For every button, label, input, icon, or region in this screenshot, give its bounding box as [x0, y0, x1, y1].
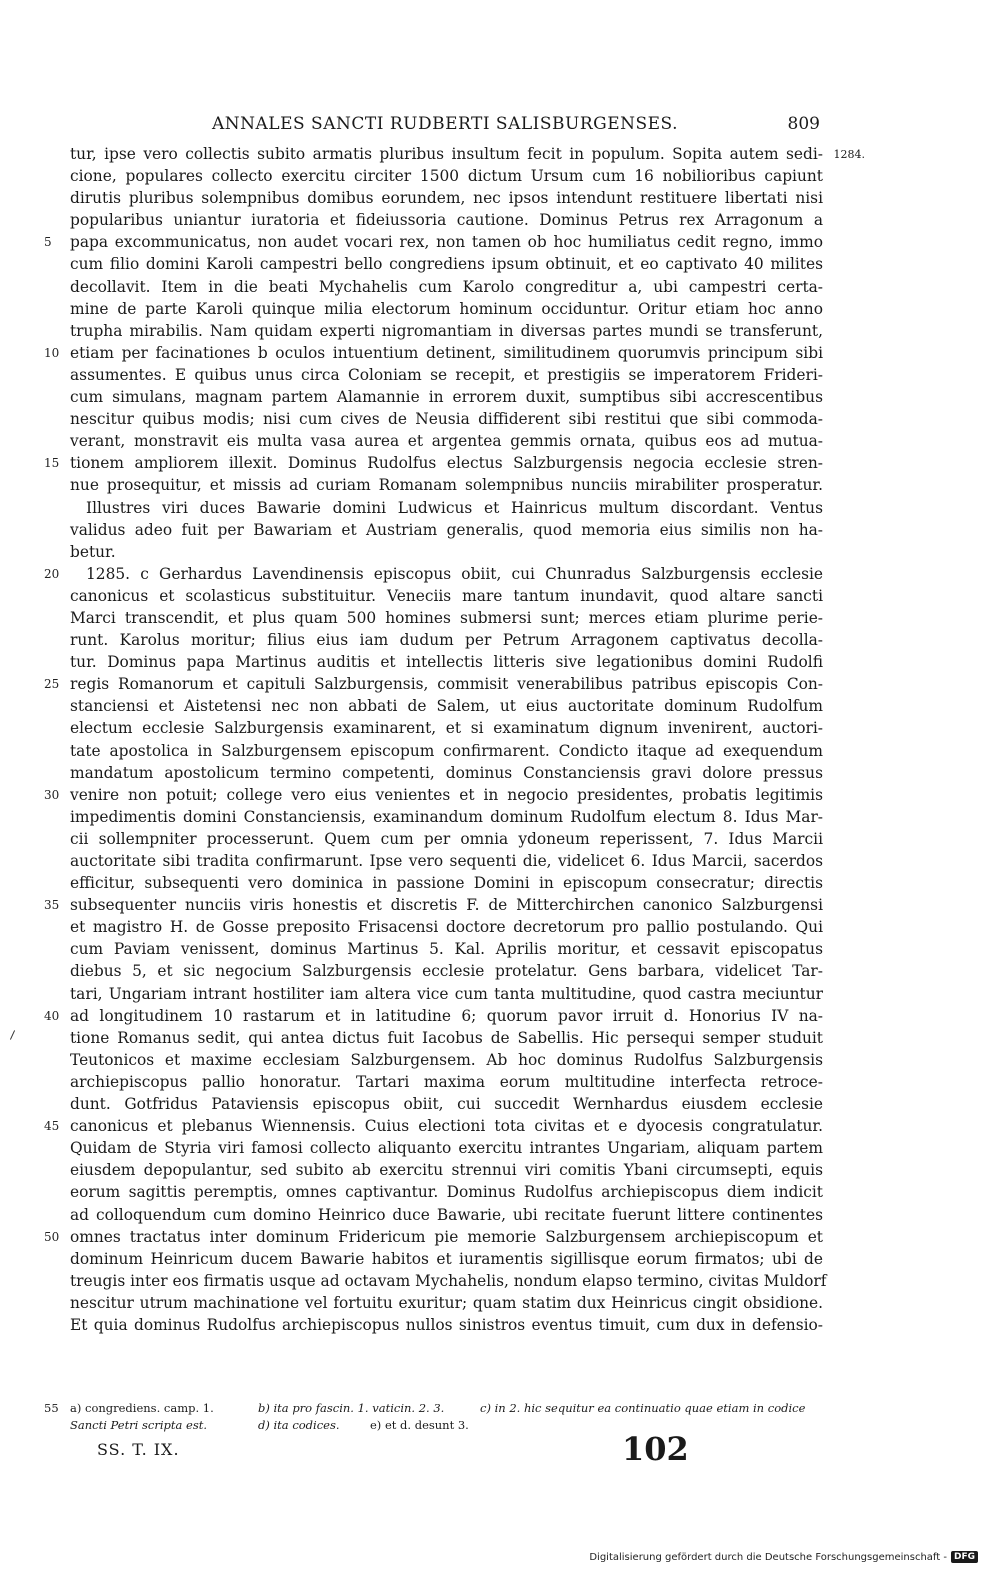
text-line: Quidam de Styria viri famosi collecto aliquanto exercitu intrantes Ungariam, aliquam partem [70, 1139, 823, 1158]
volume-signature: SS. T. IX. [97, 1440, 180, 1459]
text-line: assumentes. E quibus unus circa Coloniam se recepit, et prestigiis se imperatorem Frideri- [70, 365, 823, 384]
text-line: eorum sagittis peremptis, omnes captivantur. Dominus Rudolfus archiepiscopus diem indicit [70, 1183, 823, 1202]
text-line: nue prosequitur, et missis ad curiam Romanam solempnibus nunciis mirabiliter prosperatur. [70, 476, 823, 495]
footnote-c: c) in 2. hic sequitur ea continuatio quae etiam in codice [480, 1401, 806, 1415]
page-number: 809 [787, 114, 820, 134]
margin-year: 1284. [833, 148, 865, 161]
text-line: stanciensi et Aistetensi nec non abbati de Salem, ut eius auctoritate dominum Rudolfum [70, 697, 823, 716]
text-line: tur. Dominus papa Martinus auditis et intellectis litteris sive legationibus domini Rudolfi [70, 653, 823, 672]
line-number: 40 [44, 1008, 60, 1023]
text-line: auctoritate sibi tradita confirmarunt. Ipse vero sequenti die, videlicet 6. Idus Marcii, sacerdos [70, 852, 823, 870]
credit-text: Digitalisierung gefördert durch die Deutsche Forschungsgemeinschaft - [589, 1551, 947, 1563]
line-number: 30 [44, 787, 60, 802]
line-number: 45 [44, 1119, 60, 1134]
text-line: tari, Ungariam intrant hostiliter iam altera vice cum tanta multitudine, quod castra meciuntur [70, 984, 823, 1003]
line-number: 15 [44, 456, 60, 471]
text-line: nescitur quibus modis; nisi cum cives de Neusia diffiderent sibi restitui que sibi commoda- [70, 410, 823, 429]
footnote-b: b) ita pro fascin. 1. vaticin. 2. 3. [258, 1401, 445, 1415]
text-line: tate apostolica in Salzburgensem episcopum confirmarent. Condicto itaque ad exequendum [70, 741, 823, 760]
text-line: 50 omnes tractatus inter dominum Fridericum pie memorie Salzburgensem archiepiscopum et [70, 1226, 823, 1248]
text-line: runt. Karolus moritur; filius eius iam dudum per Petrum Arragonem captivatus decolla- [70, 631, 823, 650]
text-line: 10 etiam per facinationes b oculos intuentium detinent, similitudinem quorumvis principum sibi [70, 342, 823, 364]
line-number: 10 [44, 345, 60, 360]
text-line: Teutonicos et maxime ecclesiam Salzburgensem. Ab hoc dominus Rudolfus Salzburgensis [70, 1050, 823, 1069]
text-line: eiusdem depopulantur, sed subito ab exercitu strennui viri comitis Ybani circumsepti, equis [70, 1161, 823, 1180]
text-line: ad colloquendum cum domino Heinrico duce Bawarie, ubi recitate fuerunt littere continentes [70, 1205, 823, 1224]
text-line: 40 ad longitudinem 10 rastarum et in latitudine 6; quorum pavor irruit d. Honorius IV na- [70, 1005, 823, 1027]
text-line: 5 papa excommunicatus, non audet vocari rex, non tamen ob hoc humiliatus cedit regno, immo [70, 231, 823, 253]
text-line: 25 regis Romanorum et capituli Salzburgensis, commisit venerabilibus patribus episcopis Con- [70, 673, 823, 695]
line-number: 35 [44, 898, 60, 913]
line-number: 50 [44, 1229, 60, 1244]
text-line: Marci transcendit, et plus quam 500 homines submersi sunt; merces etiam plurime perie- [70, 608, 823, 627]
text-line: trupha mirabilis. Nam quidam experti nigromantiam in diversas partes mundi se transferunt, [70, 321, 823, 340]
footnote-row [44, 1400, 825, 1417]
text-line: cum filio domini Karoli campestri bello congrediens ipsum obtinuit, et eo captivato 40 milites [70, 255, 823, 274]
text-line: cii sollempniter processerunt. Quem cum per omnia ydoneum reperissent, 7. Idus Marcii [70, 829, 823, 848]
text-line: 30 venire non potuit; college vero eius venientes et in negocio presidentes, probatis legitimis [70, 784, 823, 806]
text-line: electum ecclesie Salzburgensis examinarent, et si examinatum dignum invenirent, auctori- [70, 719, 823, 738]
running-header [70, 114, 820, 140]
text-line: impedimentis domini Constanciensis, examinandum dominum Rudolfum electum 8. Idus Mar- [70, 807, 823, 826]
footnote-row [70, 1417, 825, 1434]
footnote-e: e) et d. desunt 3. [370, 1418, 469, 1432]
line-number: 5 [44, 235, 52, 250]
text-line: dunt. Gotfridus Pataviensis episcopus obiit, cui succedit Wernhardus eiusdem ecclesie [70, 1095, 823, 1114]
text-line: validus adeo fuit per Bawariam et Austriam generalis, quod memoria eius similis non ha- [70, 520, 823, 539]
text-line: popularibus uniantur iuratoria et fideiussoria cautione. Dominus Petrus rex Arragonum a [70, 211, 823, 230]
text-line: Et quia dominus Rudolfus archiepiscopus nullos sinistros eventus timuit, cum dux in defensio- [70, 1315, 823, 1334]
text-line: treugis inter eos firmatis usque ad octavam Mychahelis, nondum elapso termino, civitas Muldorf [70, 1271, 827, 1290]
footnote-c-continued: Sancti Petri scripta est. [70, 1418, 208, 1432]
text-line: dirutis pluribus solempnibus domibus eorundem, nec ipsos intendunt restituere libertati nisi [70, 189, 823, 208]
sheet-number: 102 [622, 1430, 689, 1468]
text-line: nescitur utrum machinatione vel fortuitu exuritur; quam statim dux Heinricus cingit obsidione. [70, 1293, 823, 1312]
line-number: 20 [44, 566, 60, 581]
footnote-a: a) congrediens. camp. 1. [70, 1401, 214, 1415]
text-line: mine de parte Karoli quinque milia electorum hominum occiduntur. Oritur etiam hoc anno [70, 299, 823, 318]
text-line: Illustres viri duces Bawarie domini Ludwicus et Hainricus multum discordant. Ventus [86, 498, 823, 517]
text-line: 35 subsequenter nunciis viris honestis et discretis F. de Mitterchirchen canonico Salzburgensi [70, 894, 823, 916]
text-line: mandatum apostolicum termino competenti, dominus Constanciensis gravi dolore pressus [70, 763, 823, 782]
text-line: 20 1285. c Gerhardus Lavendinensis episcopus obiit, cui Chunradus Salzburgensis ecclesie [70, 563, 823, 585]
digitization-credit [589, 1551, 978, 1563]
line-number: 25 [44, 677, 60, 692]
text-line: diebus 5, et sic negocium Salzburgensis ecclesie protelatur. Gens barbara, videlicet Tar- [70, 962, 823, 981]
text-line: cum simulans, magnam partem Alamannie in errorem duxit, sumptibus sibi accrescentibus [70, 388, 823, 407]
dfg-logo: DFG [951, 1551, 978, 1563]
footnote-d: d) ita codices. [258, 1418, 340, 1432]
footnotes [44, 1400, 825, 1434]
text-line: betur. [70, 542, 116, 561]
text-line: decollavit. Item in die beati Mychahelis cum Karolo congreditur a, ubi campestri certa- [70, 277, 823, 296]
text-line: et magistro H. de Gosse preposito Frisacensi doctore decretorum pro pallio postulando. Qui [70, 918, 823, 937]
text-line: verant, monstravit eis multa vasa aurea et argentea gemmis ornata, quibus eos ad mutua- [70, 432, 823, 451]
text-line: cum Paviam venissent, dominus Martinus 5. Kal. Aprilis moritur, et cessavit episcopatus [70, 940, 823, 959]
text-line: 15 tionem ampliorem illexit. Dominus Rudolfus electus Salzburgensis negocia ecclesie stren- [70, 452, 823, 474]
text-line: cione, populares collecto exercitu circiter 1500 dictum Ursum cum 16 nobilioribus capiunt [70, 167, 823, 186]
margin-mark [10, 1030, 15, 1039]
text-line: tur, ipse vero collectis subito armatis pluribus insultum fecit in populum. Sopita autem sedi- 1284. [70, 143, 823, 165]
text-line: 45 canonicus et plebanus Wiennensis. Cuius electioni tota civitas et e dyocesis congratulatur. [70, 1115, 823, 1137]
main-text [44, 143, 865, 1336]
line-number: 55 [44, 1401, 59, 1415]
text-line: efficitur, subsequenti vero dominica in passione Domini in episcopum consecratur; directis [70, 874, 823, 893]
text-line: tione Romanus sedit, qui antea dictus fuit Iacobus de Sabellis. Hic persequi semper studuit [70, 1028, 823, 1047]
text-line: archiepiscopus pallio honoratur. Tartari maxima eorum multitudine interfecta retroce- [70, 1072, 823, 1091]
text-line: canonicus et scolasticus substituitur. Veneciis mare tantum inundavit, quod altare sancti [70, 586, 823, 605]
text-line: dominum Heinricum ducem Bawarie habitos et iuramentis sigillisque eorum firmatos; ubi de [70, 1249, 823, 1268]
running-title: ANNALES SANCTI RUDBERTI SALISBURGENSES. [212, 114, 678, 134]
